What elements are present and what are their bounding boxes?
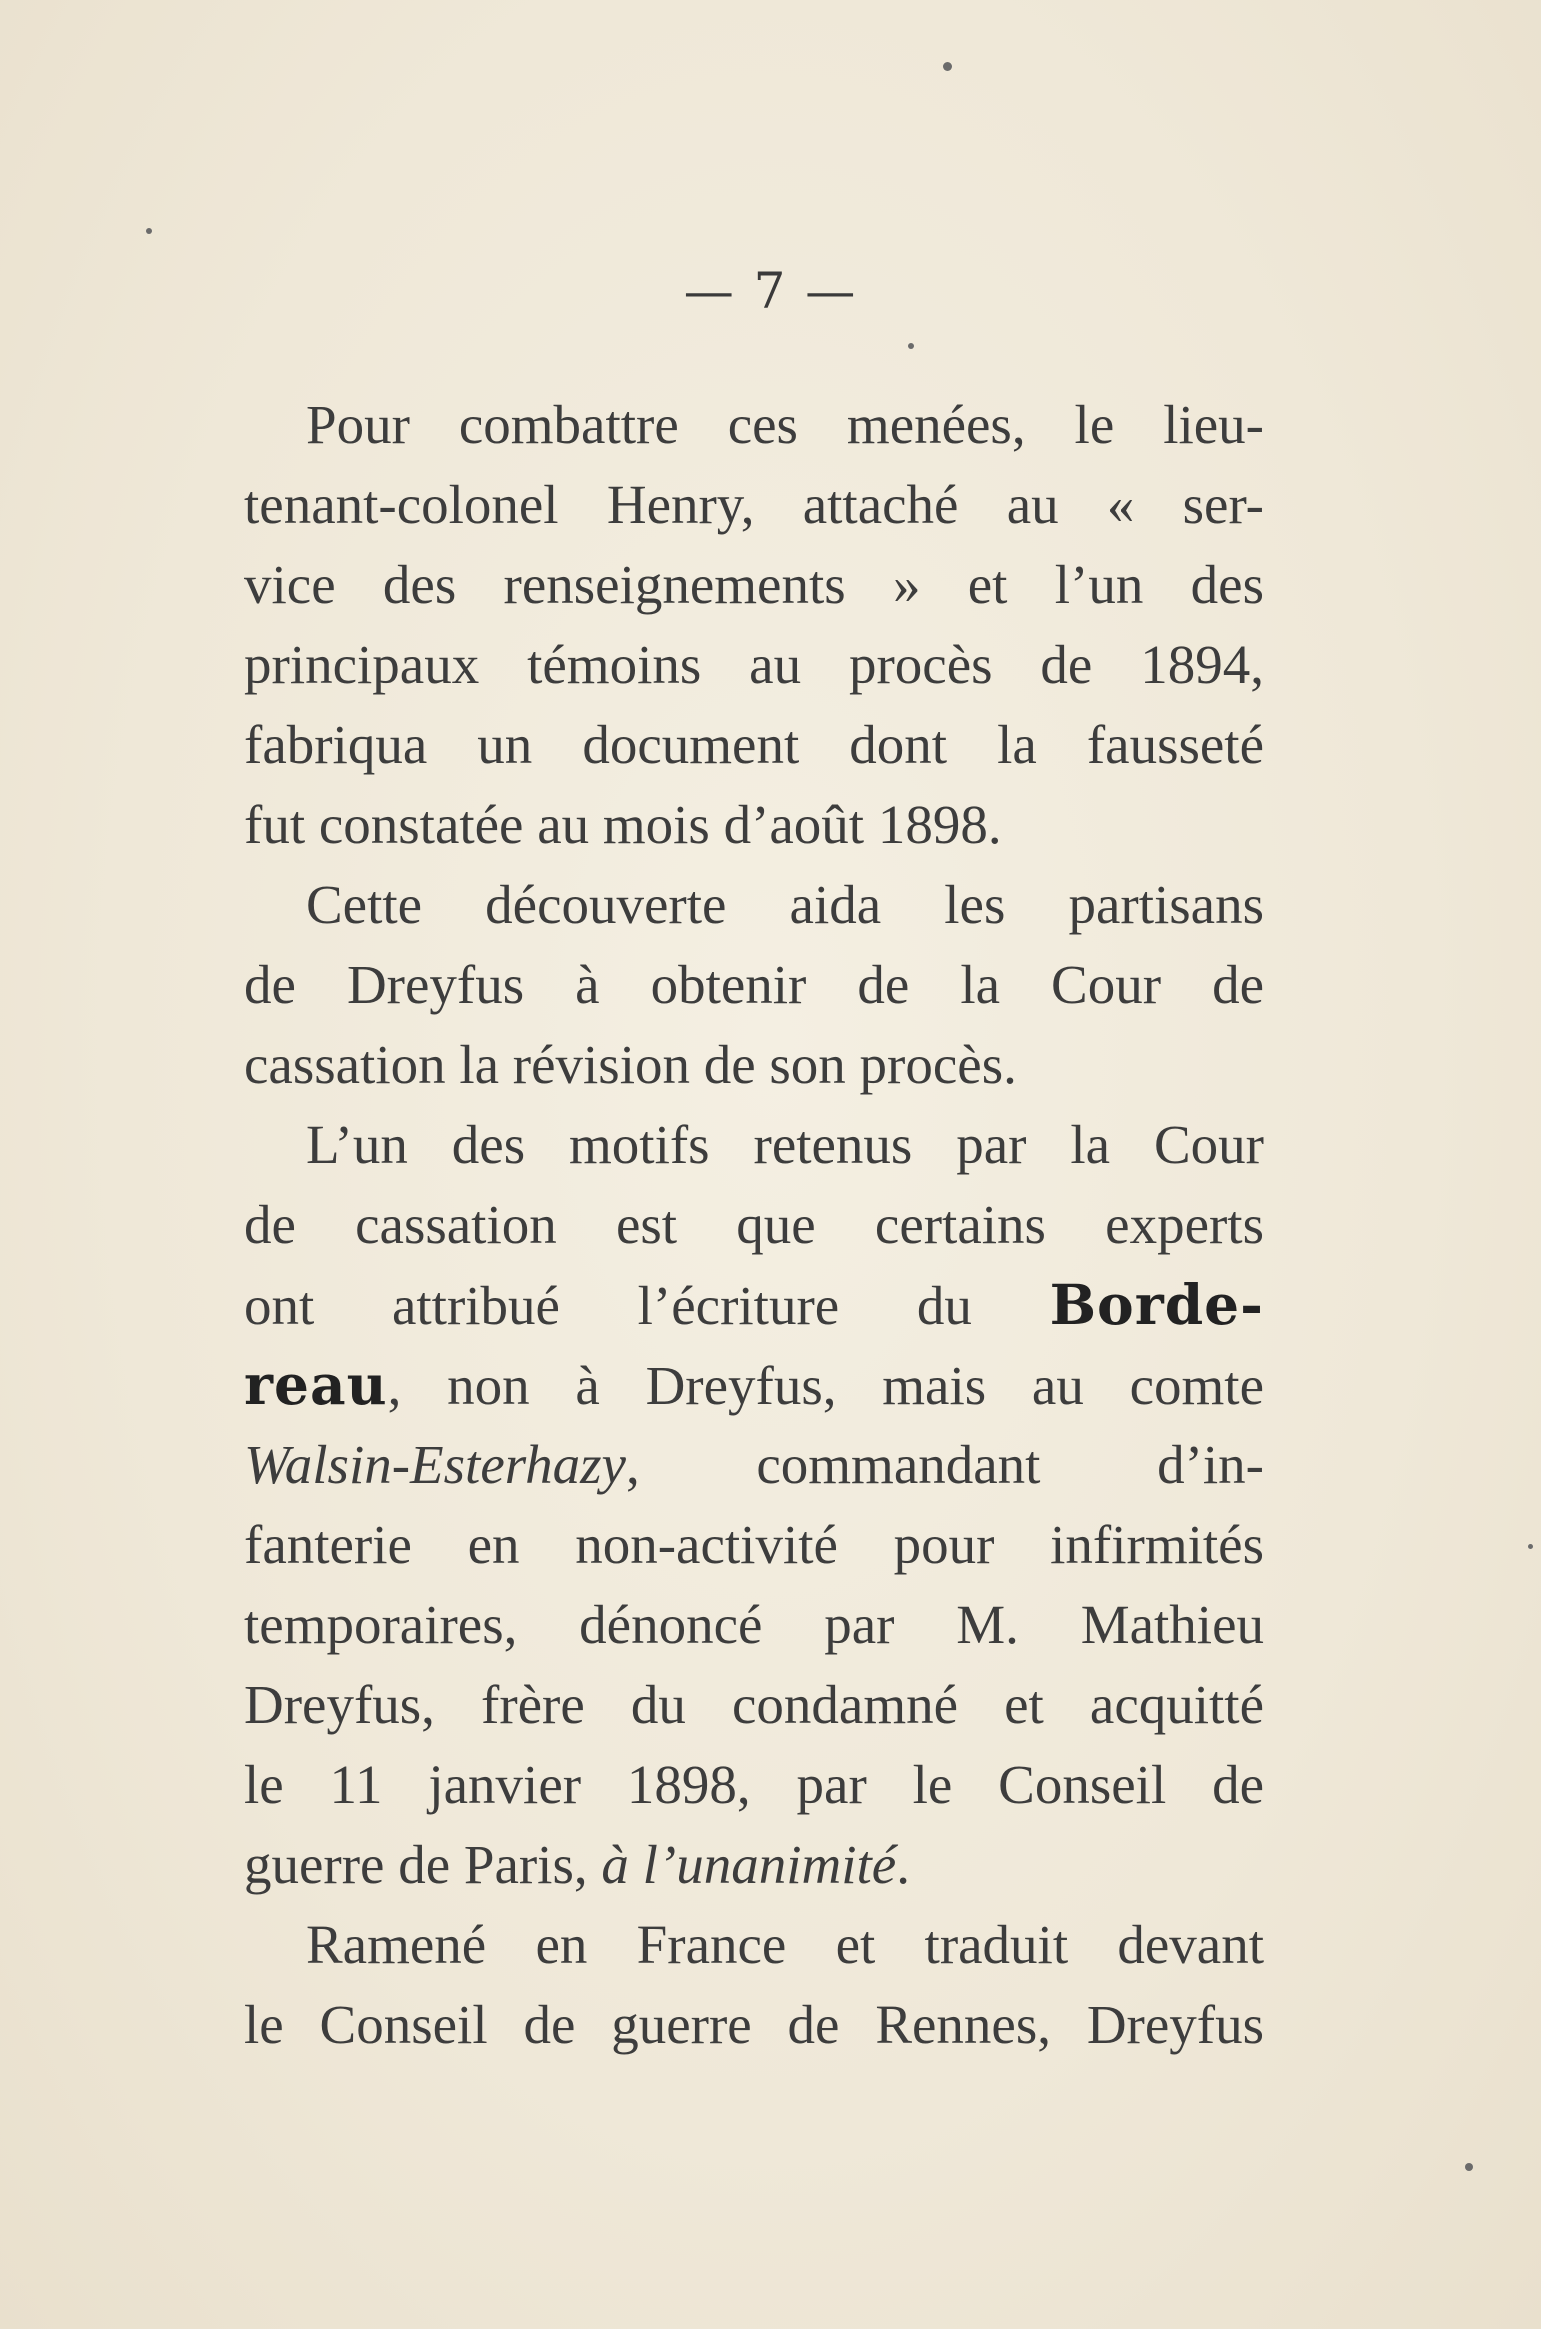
text-line: fut constatée au mois d’août 1898. <box>244 794 1002 855</box>
emphasized-word: reau <box>244 1352 388 1417</box>
text-line: le Conseil de guerre de Rennes, Dreyfus <box>244 1994 1264 2055</box>
text-line: de Dreyfus à obtenir de la Cour de <box>244 954 1264 1015</box>
text-line <box>244 1825 1264 1905</box>
text-line: tenant-colonel Henry, attaché au « ser- <box>244 474 1264 535</box>
text-line: fabriqua un document dont la fausseté <box>244 714 1264 775</box>
paper-speck <box>146 228 152 234</box>
text-segment: guerre de Paris, <box>244 1834 602 1895</box>
text-line: temporaires, dénoncé par M. Mathieu <box>244 1594 1264 1655</box>
text-line <box>244 1265 1264 1345</box>
paper-speck <box>1465 2163 1473 2171</box>
italic-phrase: à l’unanimité <box>601 1834 897 1895</box>
italic-name: Walsin-Esterhazy <box>244 1434 626 1495</box>
emphasized-word: Borde- <box>1049 1272 1264 1337</box>
text-line: principaux témoins au procès de 1894, <box>244 634 1264 695</box>
text-segment: ont attribué l’écriture du <box>244 1275 1050 1336</box>
text-line: Ramené en France et traduit devant <box>306 1914 1264 1975</box>
text-line <box>244 1425 1264 1505</box>
text-line: Dreyfus, frère du condamné et acquitté <box>244 1674 1264 1735</box>
paper-speck <box>1528 1544 1533 1549</box>
text-line: vice des renseignements » et l’un des <box>244 554 1264 615</box>
body-text <box>244 385 1264 2065</box>
text-line <box>244 1345 1264 1425</box>
text-line: le 11 janvier 1898, par le Conseil de <box>244 1754 1264 1815</box>
text-line: de cassation est que certains experts <box>244 1194 1264 1255</box>
text-line: L’un des motifs retenus par la Cour <box>306 1114 1264 1175</box>
paper-speck <box>908 343 914 349</box>
text-line: Cette découverte aida les partisans <box>306 874 1264 935</box>
text-segment: , non à Dreyfus, mais au comte <box>387 1355 1264 1416</box>
text-segment: , commandant d’in- <box>625 1434 1264 1495</box>
paper-speck <box>943 62 952 71</box>
page-number: — 7 — <box>683 262 858 320</box>
text-segment: . <box>896 1834 910 1895</box>
text-line: Pour combattre ces menées, le lieu- <box>306 394 1264 455</box>
text-line: cassation la révision de son procès. <box>244 1034 1017 1095</box>
text-line: fanterie en non-activité pour infirmités <box>244 1514 1264 1575</box>
